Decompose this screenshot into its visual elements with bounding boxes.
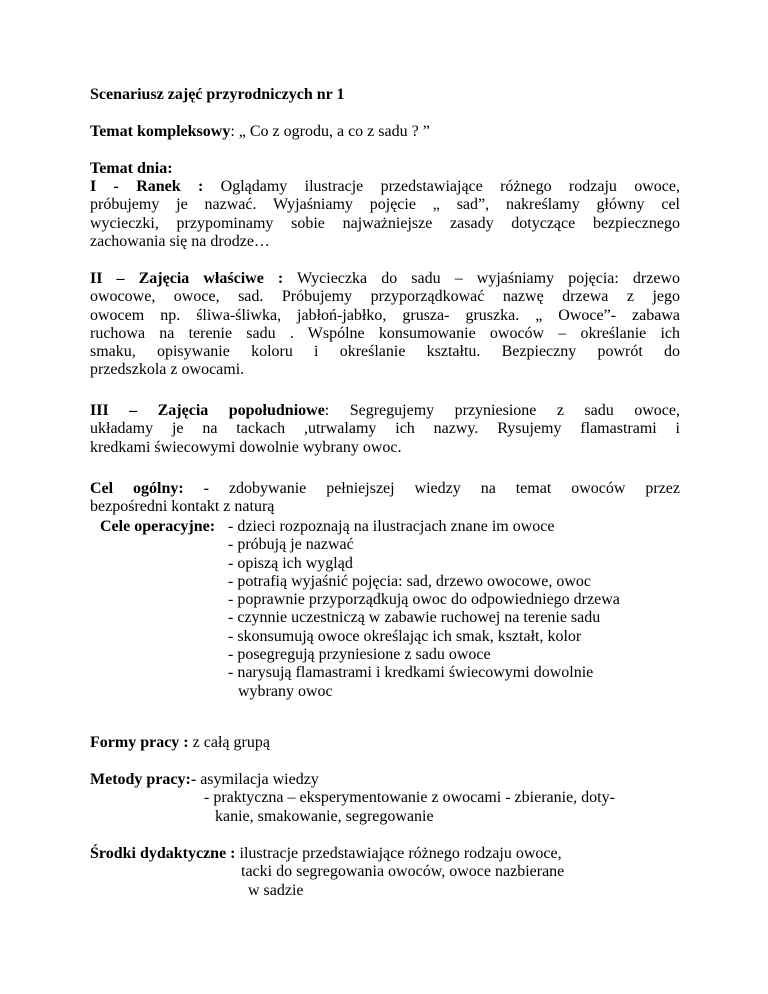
section-formy-pracy	[90, 734, 680, 752]
srodki-text-1: ilustracje przedstawiające różnego rodzaju owoce,	[235, 845, 562, 862]
srodki-label: Środki dydaktyczne :	[90, 845, 236, 862]
section-srodki	[90, 845, 680, 900]
cel-item: - opiszą ich wygląd	[228, 554, 353, 572]
cel-item: - posegregują przyniesione z sadu owoce	[228, 646, 491, 664]
temat-dnia-label: Temat dnia:	[90, 160, 173, 177]
zw-line-4: ruchowa na terenie sadu . Wspólne konsumowanie owoców – określanie ich	[90, 324, 680, 342]
zp-line-2: układamy je na tackach ,utrwalamy ich nazwy. Rysujemy flamastrami i	[90, 420, 680, 438]
zw-label: II – Zajęcia właściwe :	[90, 270, 284, 287]
ranek-label: I - Ranek :	[90, 178, 204, 195]
cel-item: - potrafią wyjaśnić pojęcia: sad, drzewo owocowe, owoc	[228, 572, 591, 590]
title-text: Scenariusz zajęć przyrodniczych nr 1	[90, 86, 345, 103]
ranek-text-1: Oglądamy ilustracje przedstawiające różnego rodzaju owoce,	[203, 178, 680, 195]
temat-kompleksowy-label: Temat kompleksowy	[90, 123, 231, 140]
zp-line-1	[90, 402, 680, 420]
zw-line-1	[90, 270, 680, 288]
cel-ogolny-label: Cel ogólny: -	[90, 480, 209, 497]
zw-line-2: owocowe, owoce, sad. Próbujemy przyporządkować nazwę drzewa z jego	[90, 288, 680, 306]
section-metody-pracy	[90, 771, 680, 826]
cel-ogolny-line-2: bezpośredni kontakt z naturą	[90, 498, 275, 516]
zw-line-5: smaku, opisywanie koloru i określanie kształtu. Bezpieczny powrót do	[90, 343, 680, 361]
metody-line-3: kanie, smakowanie, segregowanie	[215, 807, 434, 825]
metody-text-1: asymilacja wiedzy	[196, 771, 319, 788]
cel-ogolny-line-1	[90, 480, 680, 498]
ranek-line-2: próbujemy je nazwać. Wyjaśniamy pojęcie „ sad”, nakreślamy główny cel	[90, 196, 680, 214]
zp-label: III – Zajęcia popołudniowe	[90, 402, 325, 419]
formy-pracy-value: z całą grupą	[188, 734, 270, 751]
ranek-line-1	[90, 178, 680, 196]
ranek-line-4: zachowania się na drodze…	[90, 232, 270, 250]
zp-text-1: : Segregujemy przyniesione z sadu owoce,	[324, 402, 680, 419]
cele-operacyjne-label: Cele operacyjne:	[100, 518, 216, 535]
formy-pracy-label: Formy pracy :	[90, 734, 189, 751]
section-zajecia-popoludniowe	[90, 402, 680, 457]
temat-kompleksowy-value: : „ Co z ogrodu, a co z sadu ? ”	[230, 123, 430, 140]
section-ranek	[90, 178, 680, 251]
cel-item: wybrany owoc	[238, 682, 333, 700]
section-zajecia-wlasciwe	[90, 270, 680, 380]
srodki-line-1	[90, 845, 680, 863]
zw-line-3: owocem np. śliwa-śliwka, jabłoń-jabłko, grusza- gruszka. „ Owoce”- zabawa	[90, 306, 680, 324]
metody-pracy-label: Metody pracy:-	[90, 771, 197, 788]
temat-kompleksowy	[90, 123, 680, 141]
cel-item: - czynnie uczestniczą w zabawie ruchowej na terenie sadu	[228, 609, 601, 627]
srodki-line-3: w sadzie	[248, 881, 304, 899]
cel-item: - skonsumują owoce określając ich smak, kształt, kolor	[228, 627, 582, 645]
cel-ogolny-text-1: zdobywanie pełniejszej wiedzy na temat owoców przez	[209, 480, 681, 497]
cel-item: - narysują flamastrami i kredkami świecowymi dowolnie	[228, 664, 594, 682]
ranek-line-3: wycieczki, przypominamy sobie najważniejsze zasady dotyczące bezpiecznego	[90, 214, 680, 232]
cel-item: - poprawnie przyporządkują owoc do odpowiedniego drzewa	[228, 591, 620, 609]
srodki-line-2: tacki do segregowania owoców, owoce nazbierane	[241, 863, 565, 881]
section-cel-ogolny	[90, 480, 680, 517]
document-title	[90, 86, 680, 104]
zw-line-6: przedszkola z owocami.	[90, 361, 245, 379]
temat-dnia	[90, 160, 680, 178]
zp-line-3: kredkami świecowymi dowolnie wybrany owoc.	[90, 438, 402, 456]
cel-item: - dzieci rozpoznają na ilustracjach znane im owoce	[228, 518, 555, 535]
cel-item: - próbują je nazwać	[228, 536, 354, 554]
metody-line-1	[90, 771, 680, 789]
zw-text-1: Wycieczka do sadu – wyjaśniamy pojęcia: drzewo	[283, 270, 681, 287]
cele-operacyjne-list	[228, 518, 688, 701]
metody-line-2: - praktyczna – eksperymentowanie z owocami - zbieranie, doty-	[204, 789, 615, 807]
